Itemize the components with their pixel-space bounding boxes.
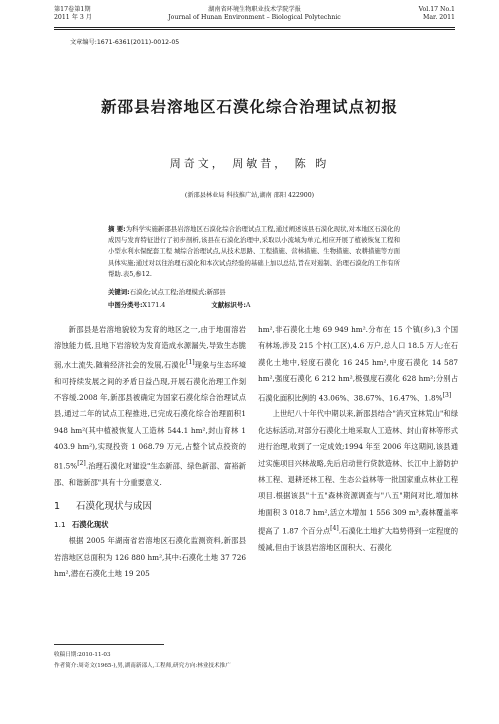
citation-1: [1]	[185, 358, 195, 366]
paper-title: 新邵县岩溶地区石漠化综合治理试点初报	[100, 98, 398, 116]
header-issue	[419, 6, 455, 22]
header-rule-thin	[54, 29, 455, 30]
status-text-cont: hm²,非石漠化土地 69 949 hm².分布在 15 个镇(乡),3 个国有林场,涉及 215 个村(工区),4.6 万户,总人口 18.5 万人;在石漠化土地中,轻度石漠化 16 245 hm²,中度石漠化 14 587 hm²,强度石漠化 6 212 hm²,极强度石漠化 628 hm²;分别占石漠化面积比例的 43.06%、38.67%、16.47%、1.8%	[258, 325, 458, 403]
footnote-rule	[54, 644, 164, 645]
article-number: 文章编号:1671-6361(2011)-0012-05	[70, 39, 180, 46]
abstract	[108, 224, 400, 280]
intro-text-3: .治理石漠化对建设"生态新邵、绿色新邵、富裕新邵、和谐新邵"具有十分重要意义.	[54, 461, 246, 487]
section-title: 石漠化现状与成因	[76, 500, 153, 512]
running-header	[54, 6, 455, 28]
intro-text-1: 新邵县是岩溶地貌较为发育的地区之一,由于地面溶岩溶蚀能力低,且地下岩溶较为发育造成水源漏失,导致生态脆弱,水土流失.随着经济社会的发展,石漠化	[54, 325, 246, 370]
header-volume-line1: 第17卷第1期	[54, 6, 91, 13]
status-paragraph: 根据 2005 年湖南省岩溶地区石漠化监测资料,新邵县岩溶地区总面积为 126 880 hm²,其中:石漠化土地 37 726 hm²,潜在石漠化土地 19 205	[54, 536, 246, 579]
header-issue-line1: Vol.17 No.1	[418, 6, 455, 13]
abstract-label: 摘 要:	[108, 225, 126, 233]
body-column-right	[258, 322, 458, 557]
citation-2: [2]	[77, 459, 86, 467]
abstract-text: 为科学实施新邵县岩溶地区石漠化综合治理试点工程,通过阐述该县石漠化现状,对本地区石漠化的成因与发育特征进行了初步剖析,该县在石漠化治理中,采取以小流域为单元,相应开展了植被恢复工程和小型水利水保配套工程 城综合治理试点,从技术思路、工程措施、营林措施、生物措施、农耕措施等方面具体实施;通过对以往治理石漠化和本次试点经验的基础上加以总结,旨在对遏制、治理石漠化的工作有所帮助.表5,参12.	[108, 225, 400, 278]
header-rule	[54, 27, 455, 28]
section-number: 1	[54, 500, 61, 512]
subsection-heading	[54, 517, 246, 533]
header-volume-line2: 2011 年 3 月	[54, 14, 92, 21]
footnote-author-bio: 作者简介:周奇文(1965-),男,湖南新邵人,工程师,研究方向:林业技术推广	[54, 663, 231, 669]
header-journal-cn: 湖南省环境生物职业技术学院学报	[208, 6, 301, 13]
section-heading	[54, 497, 246, 517]
status-paragraph-cont	[258, 322, 458, 406]
history-text-1: 上世纪八十年代中期以来,新邵县结合"消灭宜林荒山"和绿化达标活动,对部分石漠化土地采取人工造林、封山育林等形式进行治理,收到了一定成效;1994 年至 2006 年这期间,该县通过实施项目兴林战略,先后启动世行贷款造林、长江中上游防护林工程、退耕还林工程、生态公益林等一批国家重点林业工程项目.根据该县"十五"森林资源调查与"八五"期间对比,增加林地面积 3 018.7 hm²,活立木增加 1 556 309 m³,森林覆盖率提高了 1.87 个百分点	[258, 409, 458, 536]
header-issue-line2: Mar. 2011	[423, 14, 455, 21]
intro-text-2: 现象与生态环境和可持续发展之间的矛盾日益凸现,开展石漠化治理工作刻不容缓.2008 年,新邵县被确定为国家石漠化综合治理试点县,通过二年的试点工程推进,已完成石漠化综合治理面积1 948 hm²(其中植被恢复人工造林 544.1 hm²,封山育林 1 403.9 hm²),实现投资 1 068.79 万元,占整个试点投资的 81.5%	[54, 360, 246, 471]
body-column-left	[54, 322, 246, 583]
history-text-2: .石漠化土地扩大趋势得到一定程度的缓减,但由于该县岩溶地区面积大、石漠化	[258, 526, 458, 553]
footnote-received: 收稿日期:2010-11-03	[54, 652, 111, 658]
citation-3: [3]	[442, 391, 452, 399]
keywords	[108, 287, 226, 296]
doc-code-label: 文献标识号:	[211, 301, 246, 309]
header-journal-en: Journal of Hunan Environment – Biological Polytechnic	[168, 14, 341, 21]
subsection-number: 1.1	[54, 519, 66, 529]
keywords-label: 关键词:	[108, 288, 130, 296]
paper-authors: 周奇文， 周敏昔， 陈 昀	[169, 157, 330, 170]
paper-affiliation: (新邵县林业局 科技推广站,湖南 邵阳 422900)	[184, 192, 315, 199]
clc-value: X171.4	[142, 301, 166, 309]
keywords-text: 石漠化;试点工程;治理模式;新邵县	[129, 288, 226, 296]
classification	[108, 300, 251, 309]
clc-label: 中图分类号:	[108, 301, 143, 309]
citation-4: [4]	[330, 525, 339, 533]
doc-code-value: A	[245, 301, 251, 309]
history-paragraph	[258, 406, 458, 556]
header-journal	[54, 6, 455, 22]
intro-paragraph	[54, 322, 246, 491]
subsection-title: 石漠化现状	[72, 519, 109, 529]
